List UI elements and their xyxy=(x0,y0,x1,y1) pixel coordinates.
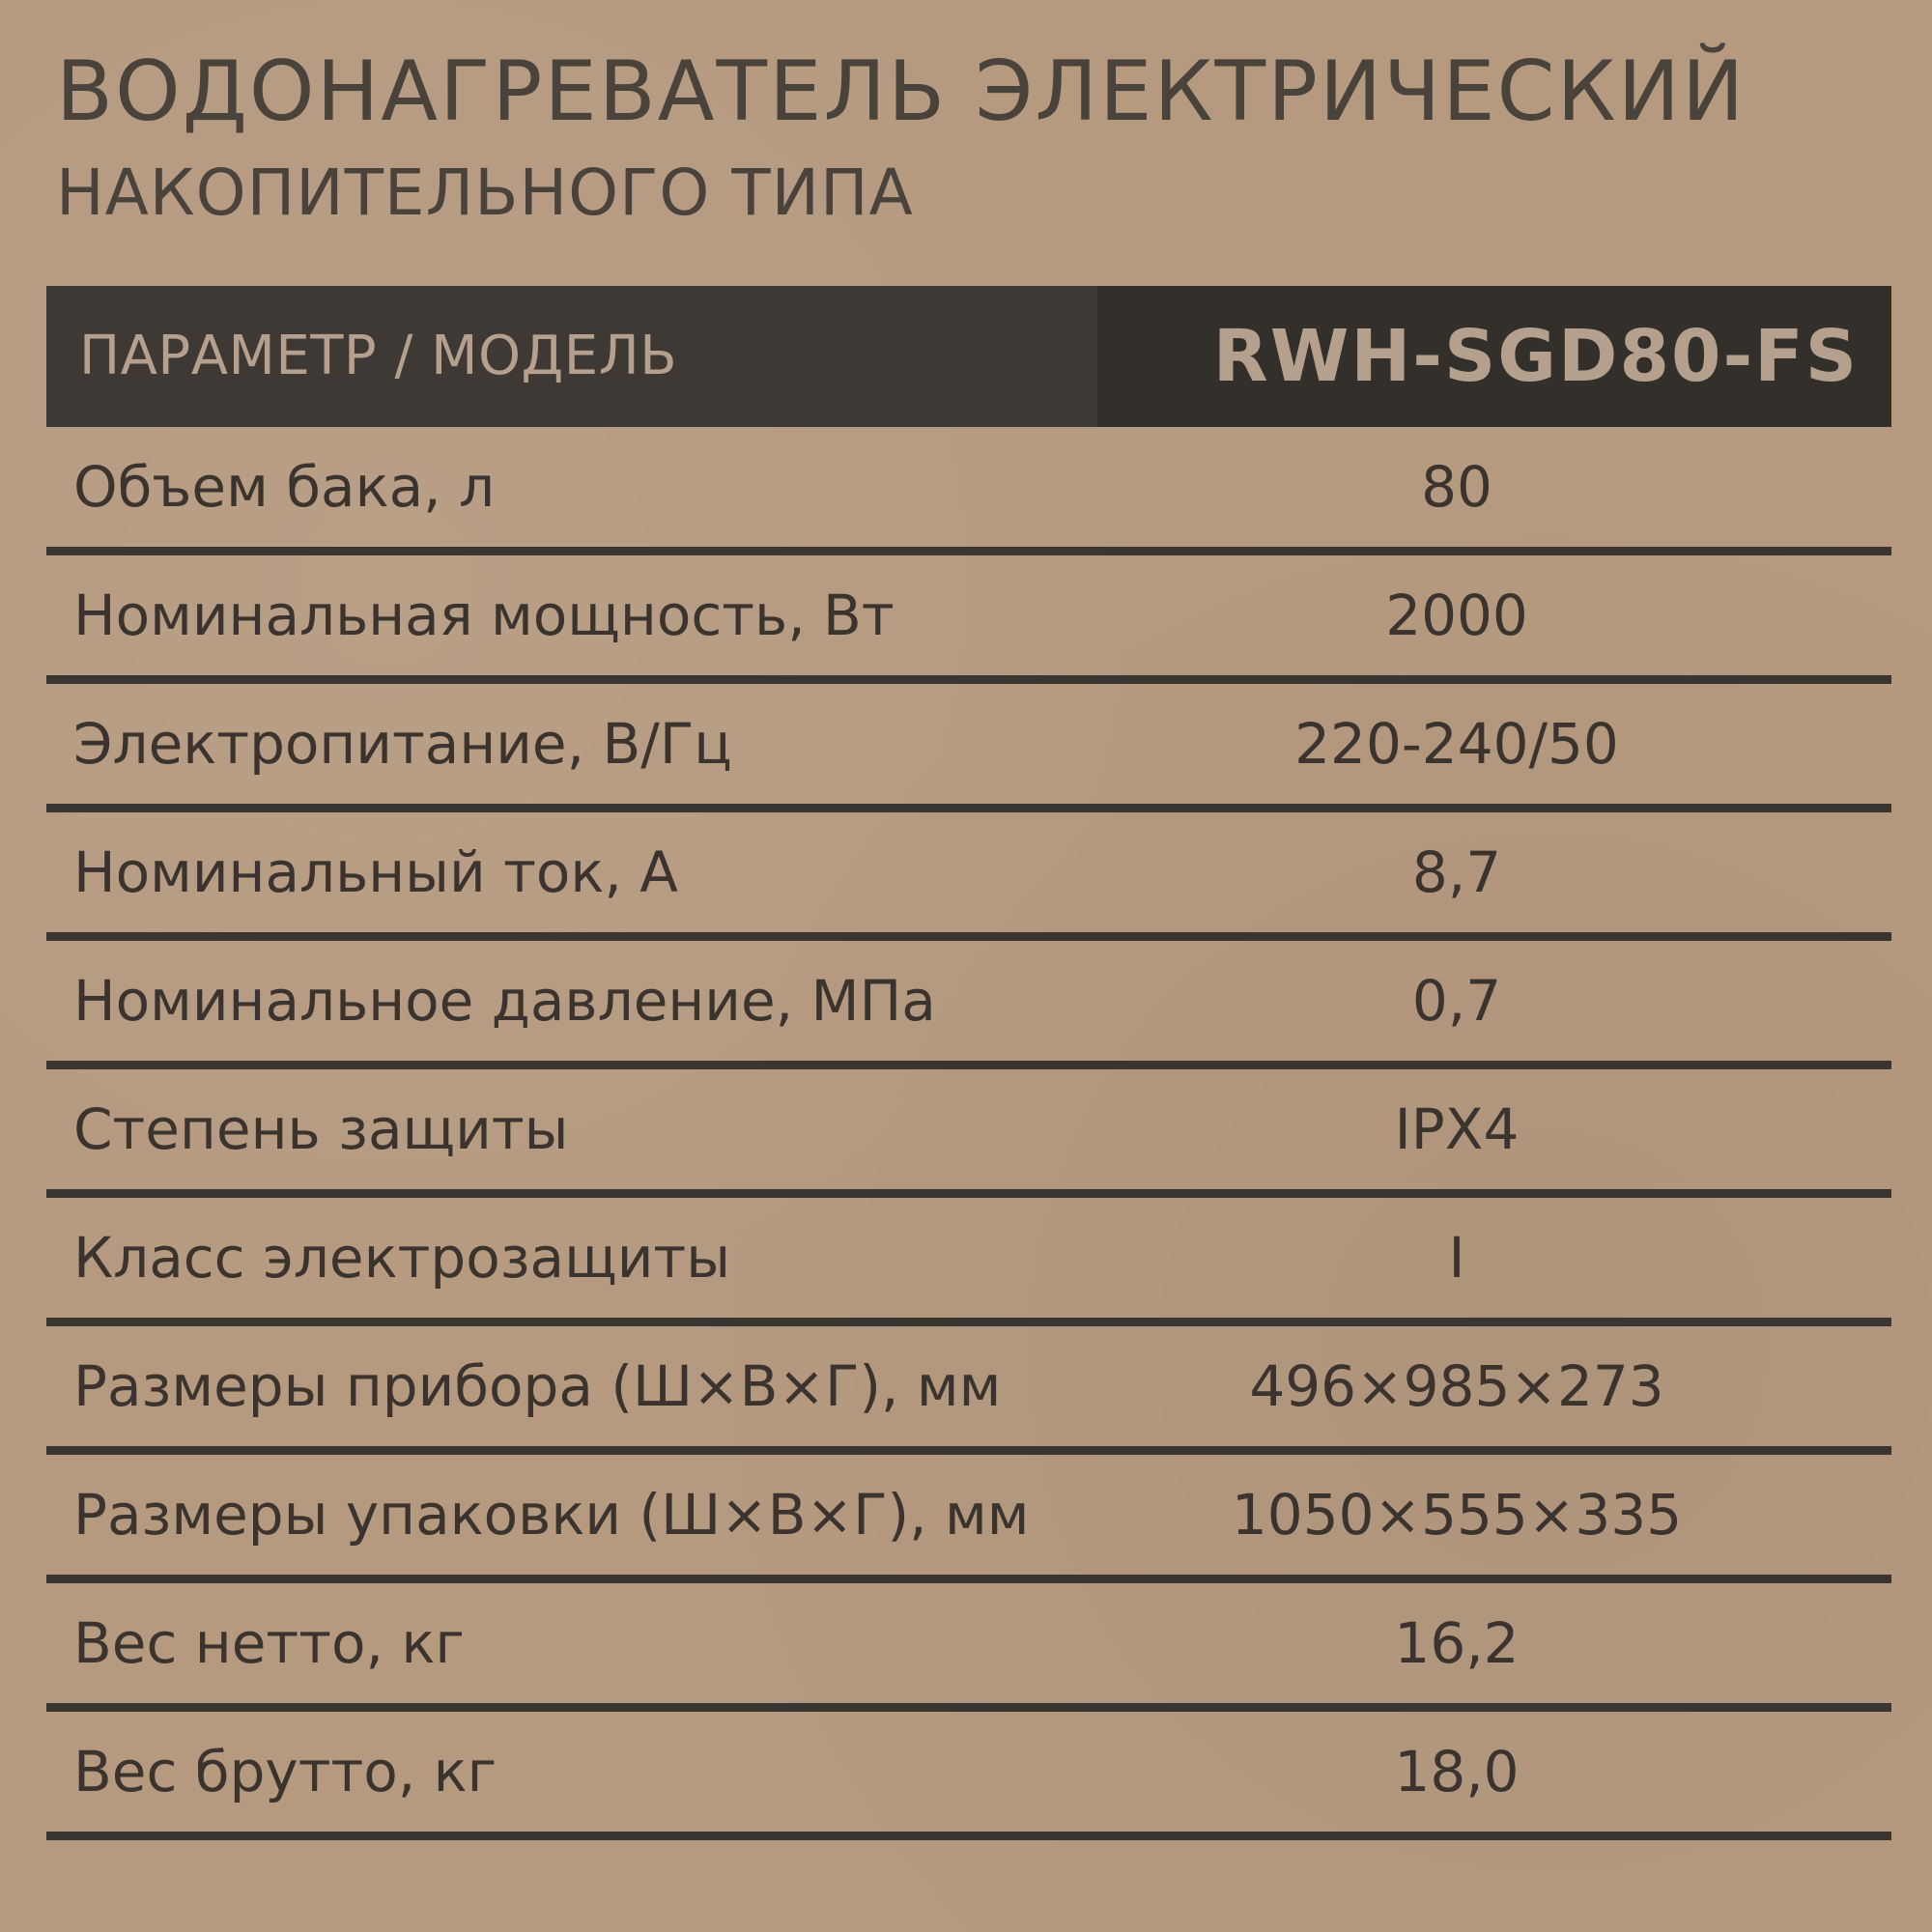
row-value: IPX4 xyxy=(1394,1096,1520,1162)
row-label: Номинальное давление, МПа xyxy=(73,968,936,1034)
row-value: I xyxy=(1448,1225,1465,1291)
row-value: 0,7 xyxy=(1411,968,1502,1034)
row-label: Электропитание, В/Гц xyxy=(73,711,732,777)
row-label: Размеры упаковки (Ш×В×Г), мм xyxy=(73,1482,1030,1548)
document-title: ВОДОНАГРЕВАТЕЛЬ ЭЛЕКТРИЧЕСКИЙ xyxy=(56,43,1747,140)
table-row xyxy=(46,1326,1891,1455)
row-label: Размеры прибора (Ш×В×Г), мм xyxy=(73,1353,1002,1419)
table-row xyxy=(46,812,1891,941)
row-value: 8,7 xyxy=(1411,839,1502,905)
table-row xyxy=(46,941,1891,1069)
row-value: 1050×555×335 xyxy=(1231,1482,1683,1548)
table-row xyxy=(46,1455,1891,1583)
document-subtitle: НАКОПИТЕЛЬНОГО ТИПА xyxy=(56,156,914,230)
table-row xyxy=(46,684,1891,812)
row-value: 80 xyxy=(1421,454,1492,520)
row-label: Номинальная мощность, Вт xyxy=(73,582,895,648)
row-value: 220-240/50 xyxy=(1294,711,1619,777)
row-label: Класс электрозащиты xyxy=(73,1225,730,1291)
table-header xyxy=(46,286,1891,427)
row-label: Вес брутто, кг xyxy=(73,1739,497,1804)
header-param-label: ПАРАМЕТР / МОДЕЛЬ xyxy=(79,325,678,387)
row-value: 496×985×273 xyxy=(1249,1353,1664,1419)
row-label: Степень защиты xyxy=(73,1096,569,1162)
row-value: 16,2 xyxy=(1394,1610,1520,1676)
row-value: 18,0 xyxy=(1394,1739,1520,1804)
table-row xyxy=(46,1712,1891,1840)
table-row xyxy=(46,1069,1891,1198)
table-row xyxy=(46,1583,1891,1712)
row-label: Номинальный ток, А xyxy=(73,839,678,905)
spec-table xyxy=(46,286,1891,1840)
table-row xyxy=(46,555,1891,684)
table-row xyxy=(46,427,1891,555)
row-value: 2000 xyxy=(1385,582,1528,648)
header-model-label: RWH-SGD80-FS xyxy=(1212,315,1859,398)
table-row xyxy=(46,1198,1891,1326)
row-label: Объем бака, л xyxy=(73,454,496,520)
row-label: Вес нетто, кг xyxy=(73,1610,465,1676)
